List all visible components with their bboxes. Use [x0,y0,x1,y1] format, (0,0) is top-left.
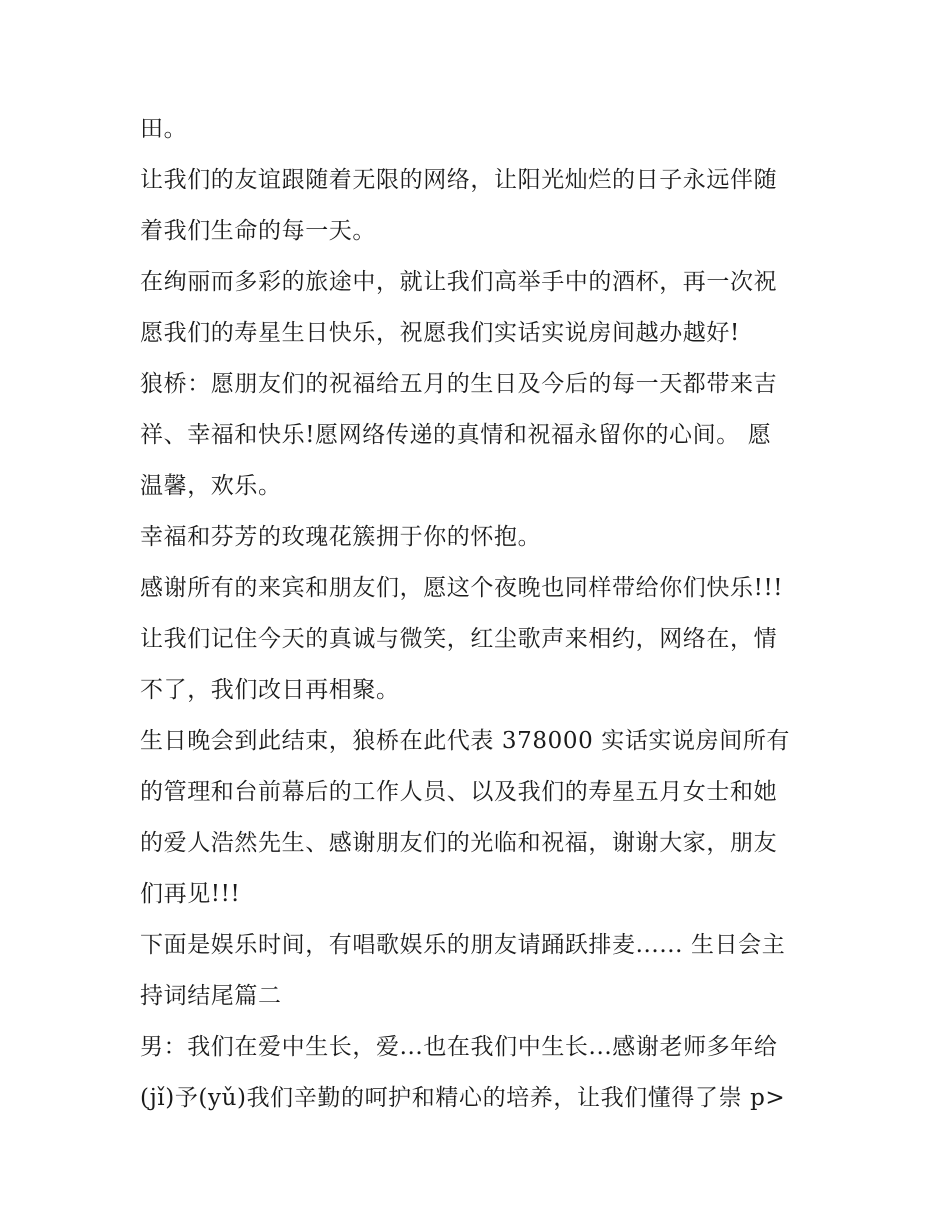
text-line: 持词结尾篇二 [140,983,282,1009]
text-line: 在绚丽而多彩的旅途中，就让我们高举手中的酒杯，再一次祝 [140,269,778,295]
text-line: 狼桥：愿朋友们的祝福给五月的生日及今后的每一天都带来吉 [140,371,778,397]
text-line: 幸福和芬芳的玫瑰花簇拥于你的怀抱。 [140,524,542,550]
text-line: 愿我们的寿星生日快乐，祝愿我们实话实说房间越办越好! [140,320,740,346]
text-line: 田。 [140,116,188,142]
text-line: 不了，我们改日再相聚。 [140,677,400,703]
text-line: 生日晚会到此结束，狼桥在此代表 378000 实话实说房间所有 [140,728,791,754]
text-line: 的管理和台前幕后的工作人员、以及我们的寿星五月女士和她 [140,779,778,805]
text-line: 感谢所有的来宾和朋友们，愿这个夜晚也同样带给你们快乐!!! [140,575,784,601]
document-body [140,104,812,1124]
text-line: 着我们生命的每一天。 [140,218,376,244]
text-line: 让我们的友谊跟随着无限的网络，让阳光灿烂的日子永远伴随 [140,167,778,193]
text-line: (jǐ)予(yǔ)我们辛勤的呵护和精心的培养，让我们懂得了崇 p> [140,1085,786,1111]
text-line: 男：我们在爱中生长，爱...也在我们中生长...感谢老师多年给 [140,1034,778,1060]
text-line: 的爱人浩然先生、感谢朋友们的光临和祝福，谢谢大家，朋友 [140,830,778,856]
text-line: 们再见!!! [140,881,241,907]
text-line: 让我们记住今天的真诚与微笑，红尘歌声来相约，网络在，情 [140,626,778,652]
text-line: 下面是娱乐时间，有唱歌娱乐的朋友请踊跃排麦...... 生日会主 [140,932,786,958]
text-line: 温馨，欢乐。 [140,473,282,499]
text-line: 祥、幸福和快乐!愿网络传递的真情和祝福永留你的心间。 愿 [140,422,772,448]
